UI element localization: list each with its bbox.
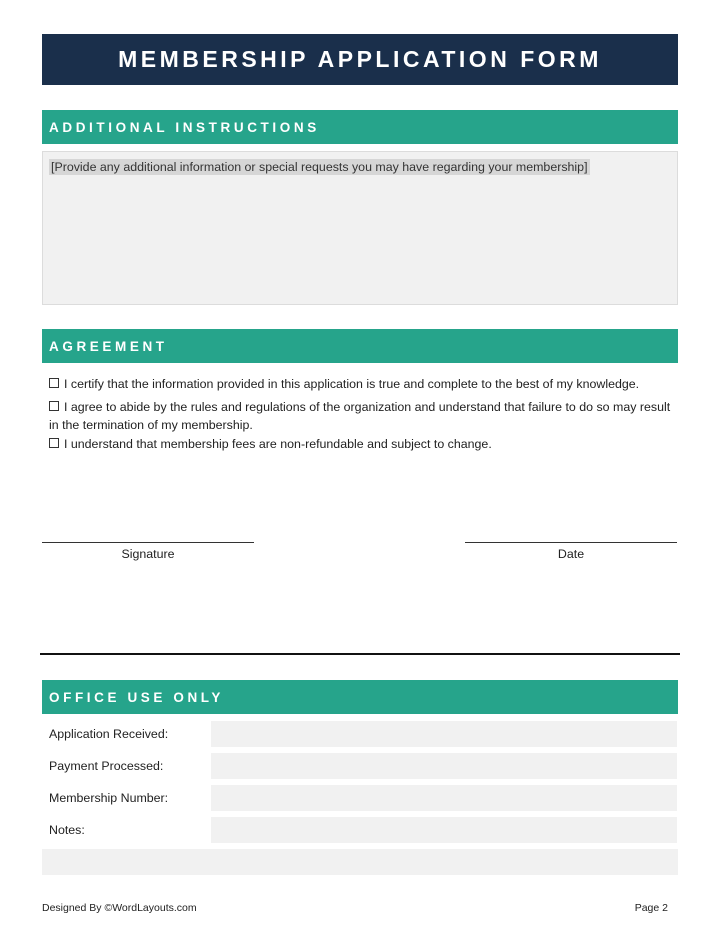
notes-label: Notes: [49, 823, 85, 837]
notes-field[interactable] [211, 817, 677, 843]
date-line[interactable] [465, 542, 677, 543]
payment-processed-field[interactable] [211, 753, 677, 779]
membership-number-label: Membership Number: [49, 791, 169, 805]
date-label: Date [557, 547, 585, 561]
signature-label: Signature [121, 547, 175, 561]
agreement-item-certify[interactable] [49, 375, 675, 393]
agreement-item-text: I agree to abide by the rules and regulations of the organization and understand that failure to do so may result in the termination of my membership. [49, 400, 671, 432]
agreement-item-rules[interactable] [49, 398, 675, 434]
membership-number-field[interactable] [211, 785, 677, 811]
notes-field-continuation[interactable] [42, 849, 678, 875]
section-heading-agreement: AGREEMENT [42, 329, 678, 363]
agreement-item-text: I understand that membership fees are non-refundable and subject to change. [64, 437, 492, 451]
section-heading-additional-instructions: ADDITIONAL INSTRUCTIONS [42, 110, 678, 144]
section-heading-office-use: OFFICE USE ONLY [42, 680, 678, 714]
agreement-item-text: I certify that the information provided in this application is true and complete to the best of my knowledge. [64, 377, 640, 391]
application-received-field[interactable] [211, 721, 677, 747]
signature-line[interactable] [42, 542, 254, 543]
footer-credit: Designed By ©WordLayouts.com [42, 902, 197, 914]
additional-info-textarea[interactable] [42, 151, 678, 305]
section-divider [40, 653, 680, 655]
application-received-label: Application Received: [49, 727, 169, 741]
checkbox-icon[interactable] [49, 378, 59, 388]
checkbox-icon[interactable] [49, 438, 59, 448]
form-title: MEMBERSHIP APPLICATION FORM [42, 34, 678, 85]
checkbox-icon[interactable] [49, 401, 59, 411]
payment-processed-label: Payment Processed: [49, 759, 164, 773]
additional-info-placeholder: [Provide any additional information or special requests you may have regarding your membership] [51, 160, 588, 174]
agreement-item-fees[interactable] [49, 435, 675, 453]
footer-page-number: Page 2 [634, 902, 668, 914]
